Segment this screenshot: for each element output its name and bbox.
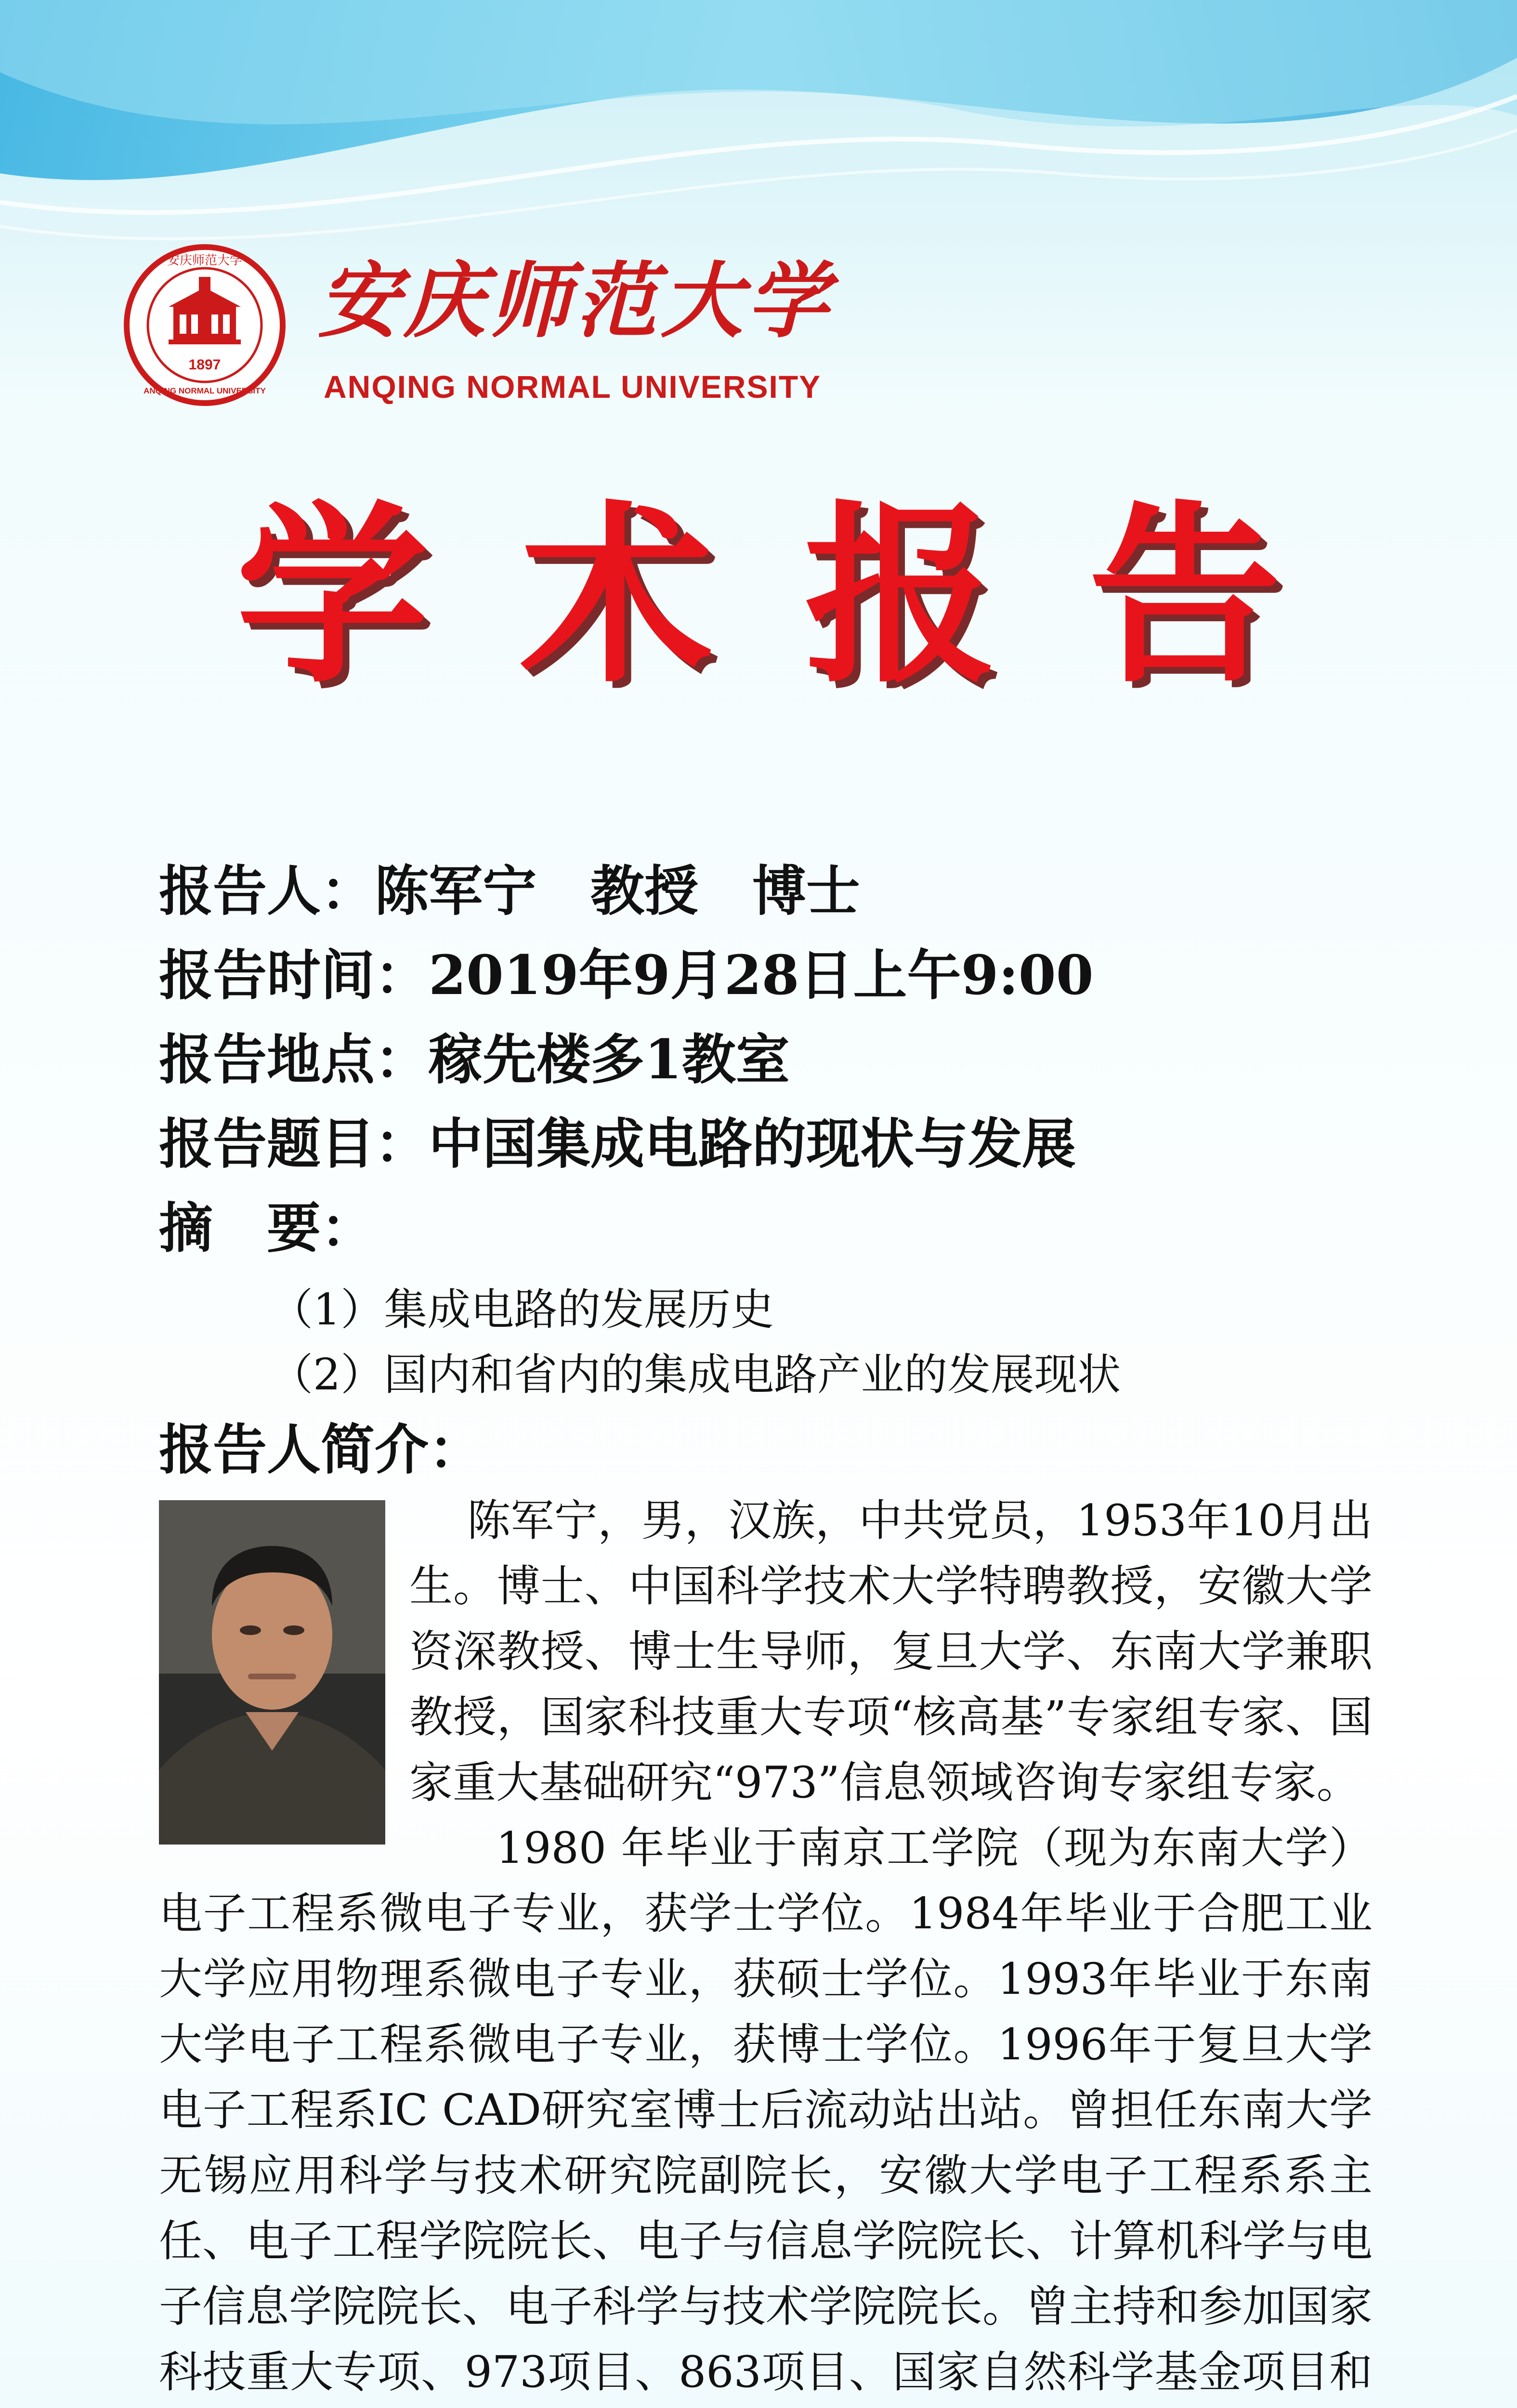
abstract-item-2: （2）国内和省内的集成电路产业的发展现状: [270, 1349, 1121, 1400]
seal-subtext: ANQING NORMAL UNIVERSITY: [144, 386, 266, 395]
page-title: 学术报告: [236, 485, 1373, 709]
topic-row: [159, 1112, 1076, 1176]
topic-value: 中国集成电路的现状与发展: [429, 1112, 1076, 1176]
university-name-cn: 安庆师范大学: [318, 253, 833, 349]
topic-label: 报告题目：: [159, 1112, 429, 1176]
speaker-value: 陈军宁 教授 博士: [375, 860, 860, 923]
speaker-label: 报告人：: [159, 860, 375, 923]
bio-paragraph-2: 1980 年毕业于南京工学院（现为东南大学）电子工程系微电子专业，获学士学位。1984年毕业于合肥工业大学应用物理系微电子专业，获硕士学位。1993年毕业于东南大学电子工程系微电子专业，获博士学位。1996年于复旦大学电子工程系IC CAD研究室博士后流动站出站。曾担任东南大学无锡应用科学与技术研究院副院长，安徽大学电子工程系系主任、电子工程学院院长、电子与信息学院院长、计算机科学与电子信息学院院长、电子科学与技术学院院长。曾主持和参加国家科技重大专项、973项目、863项目、国家自然科学基金项目和: [159, 1823, 1373, 2397]
time-label: 报告时间：: [159, 944, 429, 1007]
seal-text: 安庆师范大学: [167, 253, 243, 268]
place-value: 稼先楼多1教室: [429, 1028, 790, 1091]
speaker-row: [159, 860, 860, 923]
place-label: 报告地点：: [159, 1028, 429, 1091]
bio-text: [159, 1488, 1373, 2408]
place-row: [159, 1028, 790, 1091]
university-seal-icon: [123, 243, 287, 407]
time-value: 2019年9月28日上午9:00: [429, 944, 1094, 1007]
photo-spacer: [159, 1488, 409, 1873]
bio-label: 报告人简介：: [159, 1418, 483, 1481]
university-name-en: ANQING NORMAL UNIVERSITY: [324, 369, 822, 405]
seal-year: 1897: [188, 357, 221, 373]
bio-paragraph-1: 陈军宁，男，汉族，中共党员，1953年10月出生。博士、中国科学技术大学特聘教授，安徽大学资深教授、博士生导师，复旦大学、东南大学兼职教授，国家科技重大专项“核高基”专家组专家、国家重大基础研究“973”信息领域咨询专家组专家。: [409, 1495, 1373, 1808]
abstract-item-1: （1）集成电路的发展历史: [270, 1284, 774, 1335]
abstract-label: 摘 要：: [159, 1197, 375, 1260]
time-row: [159, 944, 1094, 1007]
